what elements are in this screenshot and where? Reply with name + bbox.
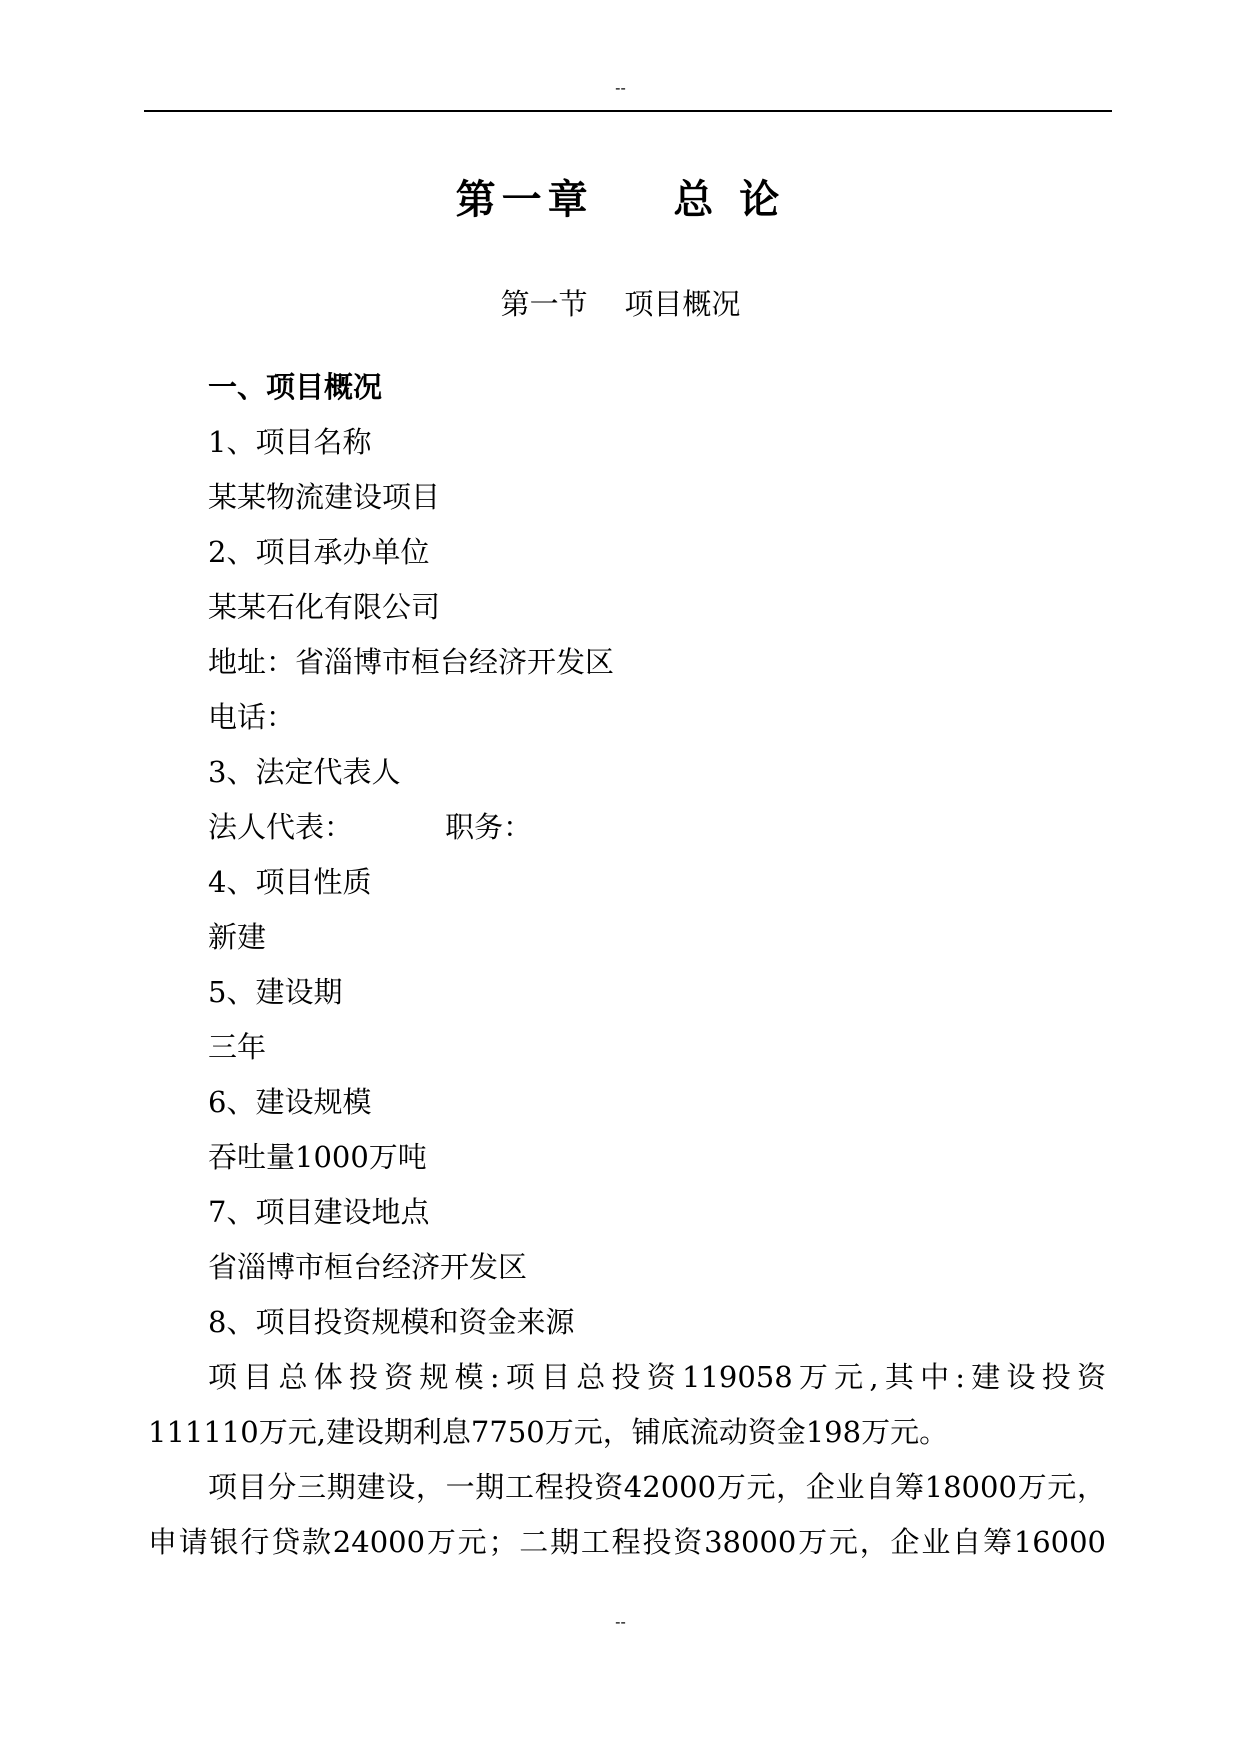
- item-undertaker-label: 2、项目承办单位: [208, 535, 430, 569]
- item-legal-rep-label: 3、法定代表人: [208, 755, 401, 789]
- address-line: 地址：省淄博市桓台经济开发区: [208, 645, 615, 679]
- item-location-label: 7、项目建设地点: [208, 1195, 430, 1229]
- legal-rep-line: 法人代表： 职务：: [208, 810, 533, 844]
- header-rule: [144, 110, 1112, 112]
- item-scale-value: 吞吐量1000万吨: [208, 1140, 427, 1174]
- item-undertaker-value: 某某石化有限公司: [208, 590, 441, 624]
- investment-paragraph-line-1: 项目总体投资规模:项目总投资119058万元,其中:建设投资: [208, 1360, 1106, 1394]
- phases-paragraph-line-2: 申请银行贷款24000万元；二期工程投资38000万元，企业自筹16000: [148, 1525, 1106, 1559]
- item-nature-value: 新建: [208, 920, 267, 954]
- phone-line: 电话：: [208, 700, 296, 734]
- item-investment-label: 8、项目投资规模和资金来源: [208, 1305, 575, 1339]
- investment-paragraph-line-2: 111110万元,建设期利息7750万元，铺底流动资金198万元。: [148, 1415, 949, 1449]
- item-scale-label: 6、建设规模: [208, 1085, 372, 1119]
- item-nature-label: 4、项目性质: [208, 865, 372, 899]
- document-body: [148, 360, 1106, 1570]
- item-period-value: 三年: [208, 1030, 267, 1064]
- item-project-name-label: 1、项目名称: [208, 425, 372, 459]
- phases-paragraph-line-1: 项目分三期建设，一期工程投资42000万元，企业自筹18000万元，: [208, 1470, 1106, 1504]
- page-footer-mark: --: [615, 1614, 626, 1631]
- item-period-label: 5、建设期: [208, 975, 343, 1009]
- page-header-mark: --: [615, 80, 626, 97]
- heading-project-overview: 一、项目概况: [208, 370, 383, 404]
- item-project-name-value: 某某物流建设项目: [208, 480, 441, 514]
- section-title: 第一节 项目概况: [500, 287, 741, 321]
- chapter-title: 第一章 总 论: [455, 176, 786, 223]
- item-location-value: 省淄博市桓台经济开发区: [208, 1250, 528, 1284]
